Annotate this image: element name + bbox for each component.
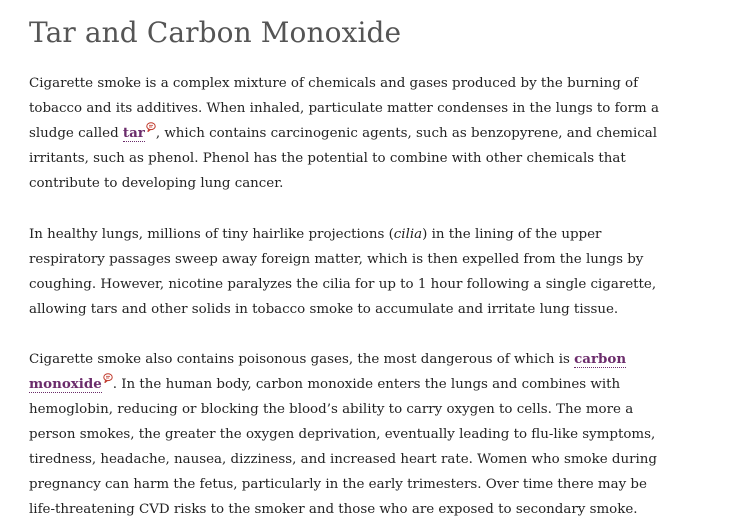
italic-term-cilia: cilia <box>393 227 423 242</box>
glossary-link-carbon-monoxide[interactable]: carbon monoxide <box>29 351 627 392</box>
page-title: Tar and Carbon Monoxide <box>29 16 402 49</box>
paragraph-text: , which contains carcinogenic agents, such as benzopyrene, and chemical irritants, such as phenol. Phenol has the potential to combine with other chemicals that contribute to developing lung cancer. <box>29 126 658 191</box>
paragraph-text: ) in the lining of the upper respiratory passages sweep away foreign matter, which is then expelled from the lungs by coughing. However, nicotine paralyzes the cilia for up to 1 hour following a single cigarette, allowing tars and other solids in tobacco smoke to accumulate and irritate lung tissue. <box>29 227 657 317</box>
paragraph-text: Cigarette smoke also contains poisonous gases, the most dangerous of which is <box>29 352 575 367</box>
glossary-icon[interactable] <box>146 122 156 132</box>
paragraph-tar <box>29 71 669 196</box>
paragraph-text: Cigarette smoke is a complex mixture of chemicals and gases produced by the burning of tobacco and its additives. When inhaled, particulate matter condenses in the lungs to form a sludge called <box>29 76 659 141</box>
paragraph-text: In healthy lungs, millions of tiny hairlike projections ( <box>29 227 394 242</box>
paragraph-cilia <box>29 222 669 322</box>
glossary-link-tar[interactable]: tar <box>122 125 145 141</box>
paragraph-text: . In the human body, carbon monoxide enters the lungs and combines with hemoglobin, reducing or blocking the blood’s ability to carry oxygen to cells. The more a person smokes, the greater the oxygen deprivation, eventually leading to flu-like symptoms, tiredness, headache, nausea, dizziness, and increased heart rate. Women who smoke during pregnancy can harm the fetus, particularly in the early trimesters. Over time there may be life-threatening CVD risks to the smoker and those who are exposed to secondary smoke. <box>29 377 657 517</box>
glossary-icon[interactable] <box>103 373 113 383</box>
paragraph-carbon-monoxide <box>29 347 669 522</box>
